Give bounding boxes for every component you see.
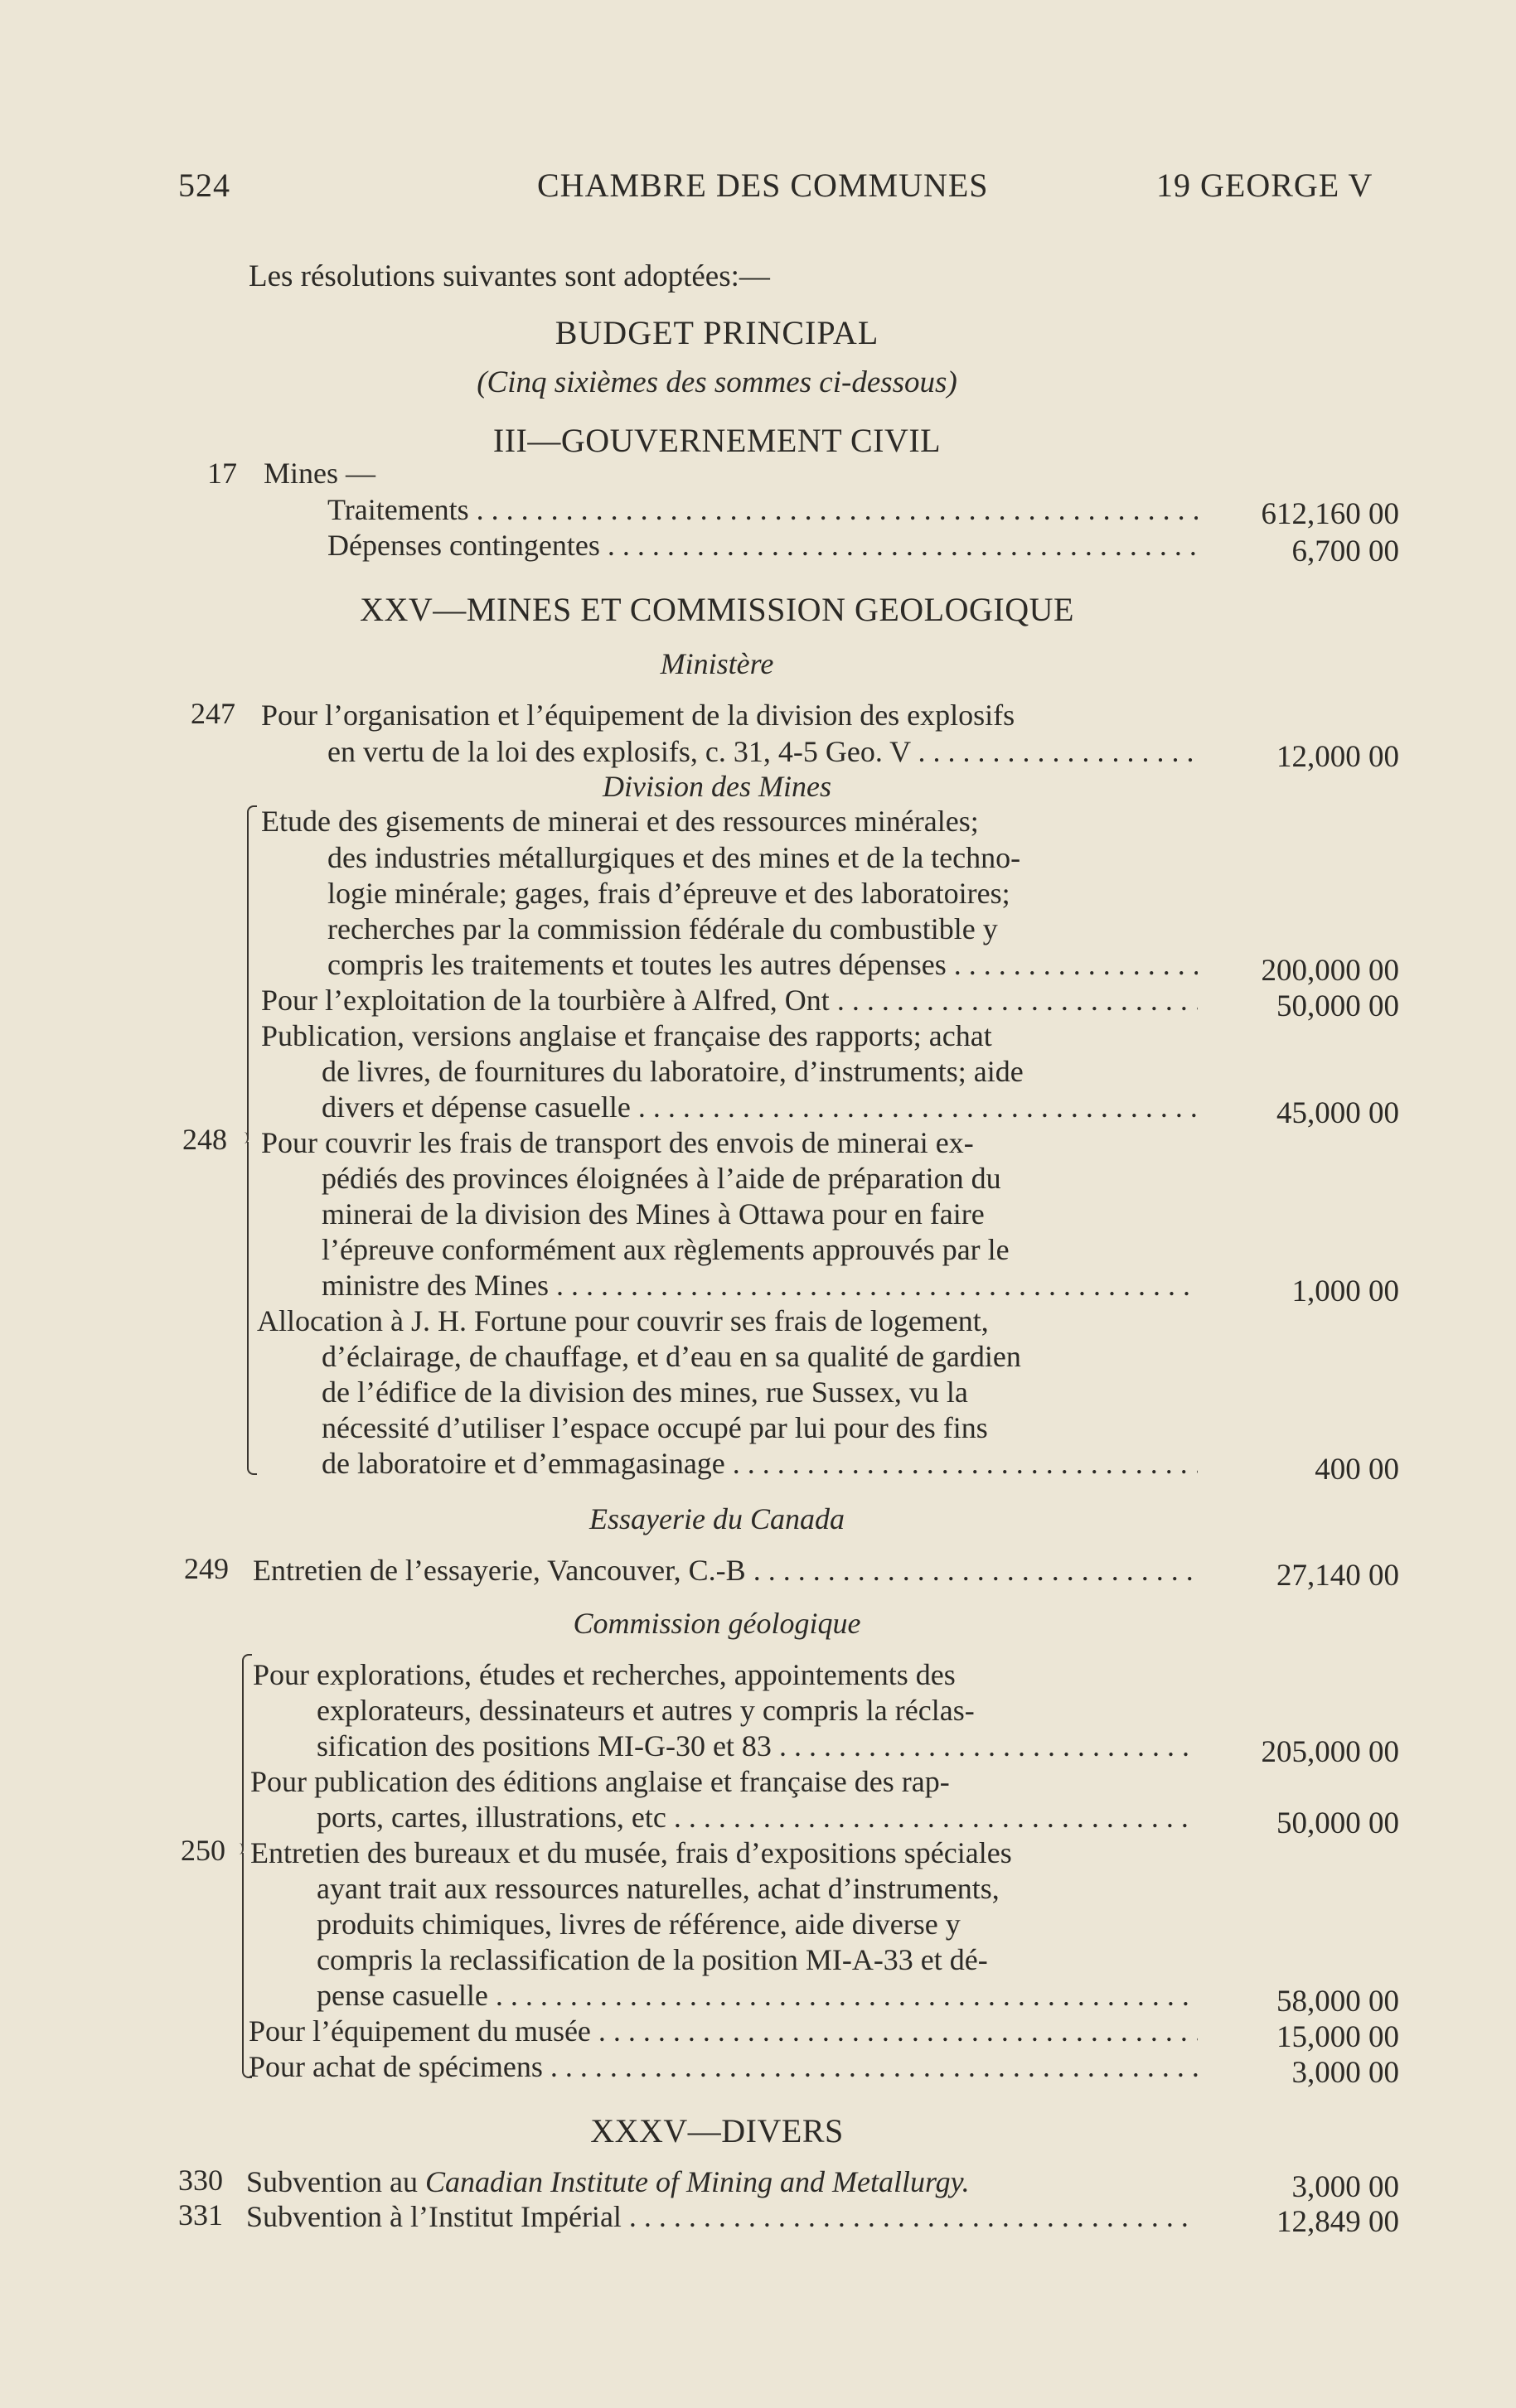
item-line: sification des positions MI-G-30 et 83 . . . bbox=[317, 1729, 1198, 1763]
item-amount: 3,000 00 bbox=[1291, 2170, 1399, 2204]
item-line: de l’édifice de la division des mines, rue Sussex, vu la bbox=[322, 1376, 968, 1409]
item-amount: 12,849 00 bbox=[1276, 2205, 1399, 2239]
item-line: minerai de la division des Mines à Ottawa pour en faire bbox=[322, 1197, 985, 1231]
item-line: ports, cartes, illustrations, etc . . . bbox=[317, 1800, 1198, 1835]
item-line: logie minérale; gages, frais d’épreuve et des laboratoires; bbox=[327, 877, 1010, 910]
item-text: Subvention à l’Institut Impérial . . . bbox=[246, 2199, 1198, 2234]
item-line: Pour achat de spécimens . . . bbox=[249, 2049, 1198, 2084]
item-line: des industries métallurgiques et des mines et de la techno- bbox=[327, 841, 1021, 874]
item-amount: 15,000 00 bbox=[1276, 2020, 1399, 2054]
subheading-division-mines: Division des Mines bbox=[603, 770, 831, 803]
budget-title: BUDGET PRINCIPAL bbox=[555, 314, 879, 351]
brace-top bbox=[242, 1654, 252, 1850]
item-line: Pour publication des éditions anglaise et française des rap- bbox=[250, 1765, 950, 1798]
item-line: Pour explorations, études et recherches, appointements des bbox=[253, 1658, 956, 1691]
item-amount: 3,000 00 bbox=[1291, 2056, 1399, 2090]
subheading-commission: Commission géologique bbox=[573, 1607, 861, 1640]
running-title: CHAMBRE DES COMMUNES bbox=[537, 167, 989, 204]
page-header bbox=[0, 166, 1516, 215]
item-amount: 205,000 00 bbox=[1261, 1735, 1399, 1769]
item-line: Publication, versions anglaise et française des rapports; achat bbox=[261, 1019, 992, 1052]
section-xxv-title: XXV—MINES ET COMMISSION GEOLOGIQUE bbox=[360, 591, 1074, 628]
item-amount: 12,000 00 bbox=[1276, 740, 1399, 774]
item-amount: 1,000 00 bbox=[1291, 1274, 1399, 1308]
item-number: 248 bbox=[182, 1123, 227, 1156]
item-number: 330 bbox=[178, 2164, 223, 2197]
item-text-plain: Subvention au bbox=[246, 2165, 425, 2198]
item-number: 250 bbox=[181, 1834, 225, 1867]
item-line: compris la reclassification de la position MI-A-33 et dé- bbox=[317, 1943, 988, 1976]
item-number: 17 bbox=[207, 457, 237, 490]
item-amount: 50,000 00 bbox=[1276, 989, 1399, 1023]
item-line: Pour couvrir les frais de transport des envois de minerai ex- bbox=[261, 1126, 974, 1159]
item-line: ayant trait aux ressources naturelles, achat d’instruments, bbox=[317, 1872, 1000, 1905]
budget-subtitle: (Cinq sixièmes des sommes ci-dessous) bbox=[477, 365, 957, 399]
item-line: compris les traitements et toutes les autres dépenses . . . bbox=[327, 947, 1198, 982]
item-line: pense casuelle . . . bbox=[317, 1978, 1198, 2013]
item-line: recherches par la commission fédérale du combustible y bbox=[327, 912, 998, 945]
subheading-ministere: Ministère bbox=[660, 647, 774, 680]
page-number: 524 bbox=[178, 167, 230, 204]
item-number: 331 bbox=[178, 2198, 223, 2232]
item-line: Pour l’équipement du musée . . . bbox=[249, 2014, 1198, 2048]
item-text: Entretien de l’essayerie, Vancouver, C.-B . . . bbox=[253, 1553, 1198, 1588]
brace-top bbox=[247, 805, 257, 1139]
item-line: Pour l’exploitation de la tourbière à Alfred, Ont . . . bbox=[261, 983, 1198, 1018]
item-amount: 27,140 00 bbox=[1276, 1559, 1399, 1593]
row-text: Traitements . . . bbox=[327, 492, 1198, 527]
item-line: divers et dépense casuelle . . . bbox=[322, 1090, 1198, 1124]
item-line: Entretien des bureaux et du musée, frais d’expositions spéciales bbox=[250, 1836, 1012, 1869]
item-text: en vertu de la loi des explosifs, c. 31, 4-5 Geo. V . . . bbox=[327, 734, 1198, 769]
row-amount: 6,700 00 bbox=[1291, 534, 1399, 568]
item-text: Pour l’organisation et l’équipement de la division des explosifs bbox=[261, 699, 1015, 732]
item-amount: 200,000 00 bbox=[1261, 954, 1399, 988]
item-line: l’épreuve conformément aux règlements approuvés par le bbox=[322, 1233, 1010, 1266]
item-text bbox=[246, 2164, 1199, 2199]
item-line: Allocation à J. H. Fortune pour couvrir ses frais de logement, bbox=[257, 1304, 989, 1337]
item-line: de laboratoire et d’emmagasinage . . . bbox=[322, 1446, 1198, 1481]
item-amount: 45,000 00 bbox=[1276, 1096, 1399, 1130]
item-line: nécessité d’utiliser l’espace occupé par lui pour des fins bbox=[322, 1411, 988, 1444]
item-line: ministre des Mines . . . bbox=[322, 1268, 1198, 1303]
item-amount: 58,000 00 bbox=[1276, 1985, 1399, 2019]
section-xxxv-title: XXXV—DIVERS bbox=[590, 2112, 844, 2149]
item-text-italic: Canadian Institute of Mining and Metallurgy. bbox=[424, 2165, 970, 2198]
section-iii-title: III—GOUVERNEMENT CIVIL bbox=[492, 422, 942, 459]
subheading-essayerie: Essayerie du Canada bbox=[589, 1502, 845, 1535]
item-number: 247 bbox=[191, 697, 235, 730]
row-text: Dépenses contingentes . . . bbox=[327, 528, 1198, 563]
item-label: Mines — bbox=[264, 457, 375, 490]
row-amount: 612,160 00 bbox=[1261, 497, 1399, 531]
item-line: pédiés des provinces éloignées à l’aide de préparation du bbox=[322, 1162, 1001, 1195]
session-label: 19 GEORGE V bbox=[1156, 167, 1373, 204]
item-line: explorateurs, dessinateurs et autres y compris la réclas- bbox=[317, 1694, 975, 1727]
item-amount: 400 00 bbox=[1315, 1453, 1399, 1487]
item-amount: 50,000 00 bbox=[1276, 1806, 1399, 1840]
item-number: 249 bbox=[184, 1552, 229, 1585]
intro-text: Les résolutions suivantes sont adoptées:— bbox=[249, 259, 770, 293]
item-line: produits chimiques, livres de référence, aide diverse y bbox=[317, 1908, 961, 1941]
item-line: Etude des gisements de minerai et des ressources minérales; bbox=[261, 805, 979, 838]
brace-bottom bbox=[247, 1142, 257, 1475]
item-line: de livres, de fournitures du laboratoire, d’instruments; aide bbox=[322, 1055, 1024, 1088]
item-line: d’éclairage, de chauffage, et d’eau en sa qualité de gardien bbox=[322, 1340, 1021, 1373]
